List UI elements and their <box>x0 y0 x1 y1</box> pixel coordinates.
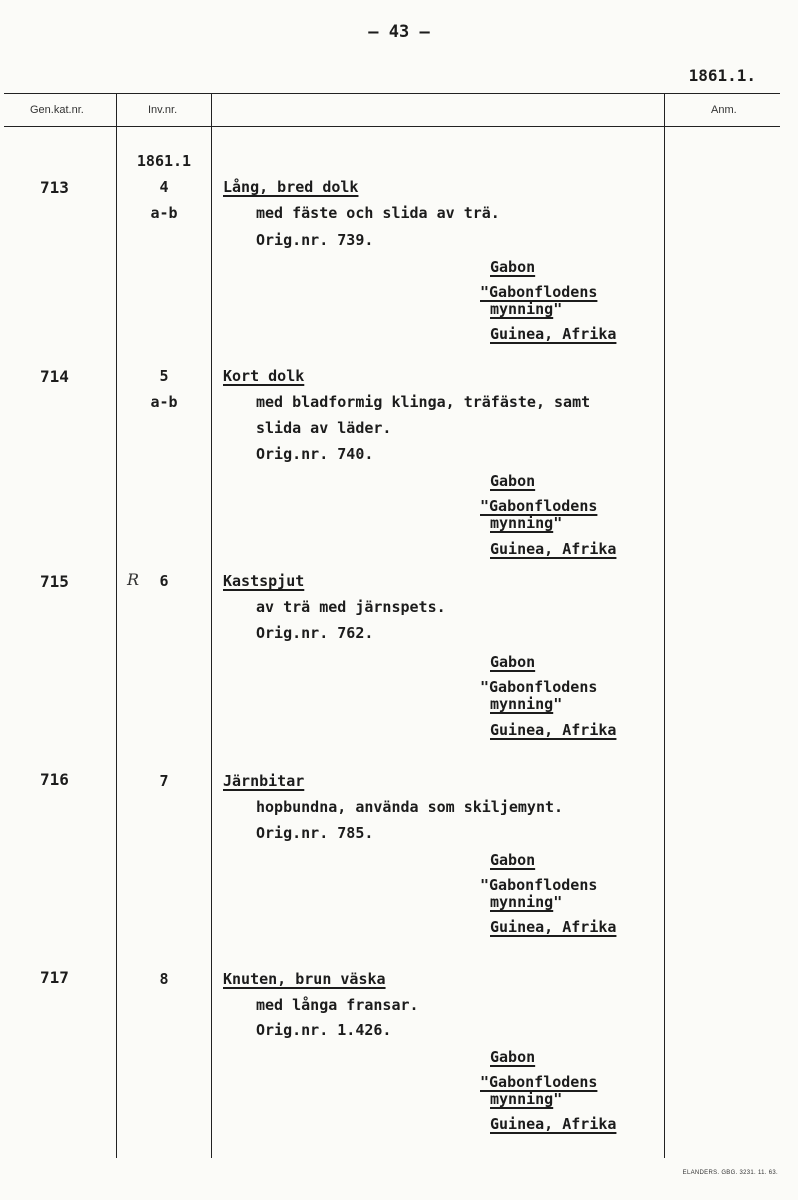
original-number: Orig.nr. 740. <box>256 445 374 463</box>
place-locality: "Gabonflodens <box>480 1073 598 1091</box>
original-number: Orig.nr. 739. <box>256 231 374 249</box>
place-country: Guinea, Afrika <box>490 918 617 936</box>
place-country: Guinea, Afrika <box>490 325 617 343</box>
inventory-subparts: a-b <box>150 393 178 411</box>
inventory-item-number: 5 <box>159 367 169 385</box>
gen-kat-number: 713 <box>40 178 69 197</box>
object-description: hopbundna, använda som skiljemynt. <box>256 798 564 816</box>
place-locality-line2 <box>490 300 562 318</box>
page-number: – 43 – <box>368 22 430 42</box>
locality-quote: " <box>553 300 563 318</box>
object-title: Järnbitar <box>223 772 305 790</box>
gen-kat-number: 717 <box>40 968 69 987</box>
locality-mouth: mynning <box>490 300 554 318</box>
object-title: Lång, bred dolk <box>223 178 359 196</box>
place-country: Guinea, Afrika <box>490 1115 617 1133</box>
catalog-entry <box>0 572 798 772</box>
place-country: Guinea, Afrika <box>490 540 617 558</box>
object-description: av trä med järnspets. <box>256 598 446 616</box>
printer-mark: ELANDERS. GBG. 3231. 11. 63. <box>682 1170 778 1176</box>
place-locality: "Gabonflodens <box>480 876 598 894</box>
place-locality: "Gabonflodens <box>480 283 598 301</box>
object-title: Kort dolk <box>223 367 305 385</box>
place-locality-line2 <box>490 695 562 713</box>
locality-quote: " <box>553 514 563 532</box>
object-description-cont: slida av läder. <box>256 419 392 437</box>
locality-mouth: mynning <box>490 695 554 713</box>
gen-kat-number: 714 <box>40 367 69 386</box>
place-region: Gabon <box>490 851 536 869</box>
place-locality-line2 <box>490 1090 562 1108</box>
inventory-item-number: 6 <box>159 572 169 590</box>
locality-quote: " <box>553 1090 563 1108</box>
inventory-item-number: 8 <box>159 970 169 988</box>
catalog-year: 1861.1. <box>688 66 756 85</box>
catalog-entry <box>0 367 798 567</box>
object-description: med fäste och slida av trä. <box>256 204 500 222</box>
place-locality-line2 <box>490 514 562 532</box>
place-region: Gabon <box>490 258 536 276</box>
inventory-prefix: 1861.1 <box>136 152 192 170</box>
inventory-item-number: 7 <box>159 772 169 790</box>
catalog-entry <box>0 152 798 378</box>
place-country: Guinea, Afrika <box>490 721 617 739</box>
place-locality: "Gabonflodens <box>480 497 598 515</box>
handwritten-mark: R <box>127 570 140 589</box>
gen-kat-number: 715 <box>40 572 69 591</box>
place-locality: "Gabonflodens <box>480 678 598 696</box>
column-header-gen-kat-nr: Gen.kat.nr. <box>30 104 84 116</box>
inventory-subparts: a-b <box>150 204 178 222</box>
inventory-item-number: 4 <box>159 178 169 196</box>
locality-mouth: mynning <box>490 893 554 911</box>
locality-mouth: mynning <box>490 1090 554 1108</box>
place-region: Gabon <box>490 653 536 671</box>
catalog-entry <box>0 770 798 970</box>
locality-quote: " <box>553 893 563 911</box>
original-number: Orig.nr. 785. <box>256 824 374 842</box>
original-number: Orig.nr. 1.426. <box>256 1021 392 1039</box>
object-title: Kastspjut <box>223 572 305 590</box>
place-region: Gabon <box>490 1048 536 1066</box>
column-header-anm: Anm. <box>711 104 737 116</box>
object-description: med bladformig klinga, träfäste, samt <box>256 393 591 411</box>
locality-quote: " <box>553 695 563 713</box>
object-description: med långa fransar. <box>256 996 419 1014</box>
locality-mouth: mynning <box>490 514 554 532</box>
place-region: Gabon <box>490 472 536 490</box>
place-locality-line2 <box>490 893 562 911</box>
catalog-entry <box>0 968 798 1168</box>
object-title: Knuten, brun väska <box>223 970 386 988</box>
column-header-inv-nr: Inv.nr. <box>148 104 178 116</box>
gen-kat-number: 716 <box>40 770 69 789</box>
original-number: Orig.nr. 762. <box>256 624 374 642</box>
